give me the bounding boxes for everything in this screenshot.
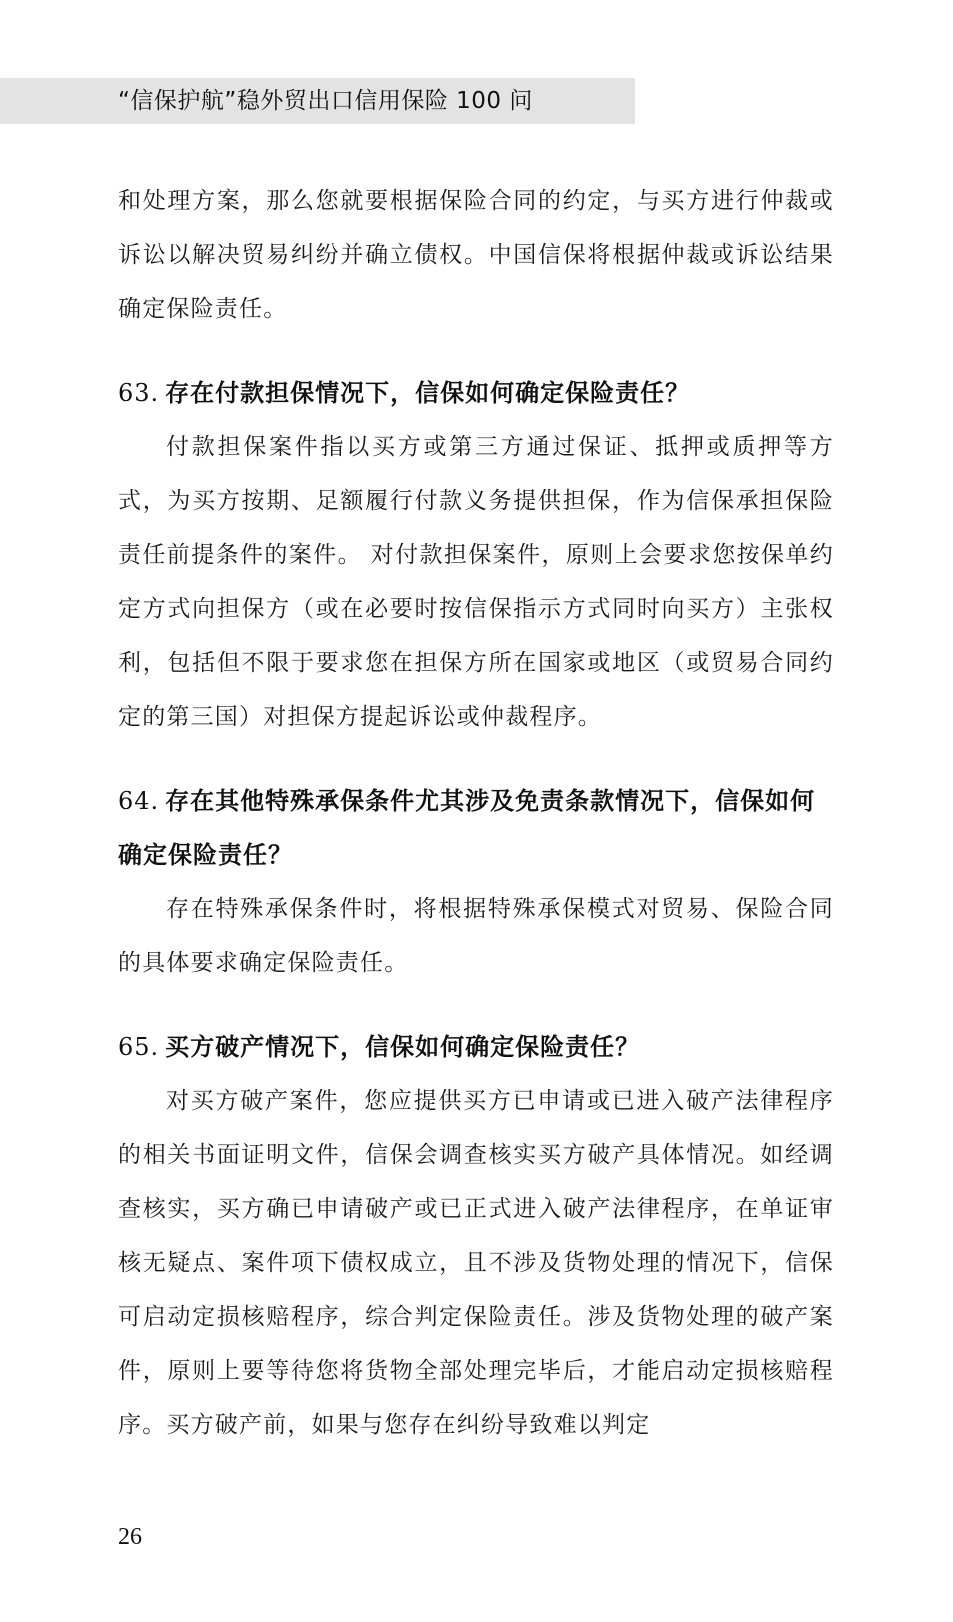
intro-paragraph: 和处理方案，那么您就要根据保险合同的约定，与买方进行仲裁或诉讼以解决贸易纠纷并确立债权。中国信保将根据仲裁或诉讼结果确定保险责任。 <box>118 188 834 322</box>
question-section-63 <box>118 366 834 744</box>
question-heading <box>118 774 834 882</box>
answer-paragraph: 付款担保案件指以买方或第三方通过保证、抵押或质押等方式，为买方按期、足额履行付款义务提供担保，作为信保承担保险责任前提条件的案件。 对付款担保案件，原则上会要求您按保单约定方式向担保方（或在必要时按信保指示方式同时向买方）主张权利，包括但不限于要求您在担保方所在国家或地区（或贸易合同约定的第三国）对担保方提起诉讼或仲裁程序。 <box>118 434 834 730</box>
question-heading <box>118 1020 834 1074</box>
page-number: 26 <box>118 1524 142 1550</box>
running-header-title: “信保护航”稳外贸出口信用保险 100 问 <box>118 88 533 114</box>
question-section-64 <box>118 774 834 990</box>
answer-paragraph: 对买方破产案件，您应提供买方已申请或已进入破产法律程序的相关书面证明文件，信保会调查核实买方破产具体情况。如经调查核实，买方确已申请破产或已正式进入破产法律程序，在单证审核无疑点、案件项下债权成立，且不涉及货物处理的情况下，信保可启动定损核赔程序，综合判定保险责任。涉及货物处理的破产案件，原则上要等待您将货物全部处理完毕后，才能启动定损核赔程序。买方破产前，如果与您存在纠纷导致难以判定 <box>118 1088 834 1438</box>
question-number: 65. <box>118 1033 160 1061</box>
page-body <box>118 174 834 1452</box>
question-heading <box>118 366 834 420</box>
question-number: 63. <box>118 379 160 407</box>
answer-paragraph: 存在特殊承保条件时，将根据特殊承保模式对贸易、保险合同的具体要求确定保险责任。 <box>118 896 834 976</box>
question-text: 买方破产情况下，信保如何确定保险责任？ <box>165 1033 641 1061</box>
question-text: 存在其他特殊承保条件尤其涉及免责条款情况下，信保如何确定保险责任？ <box>118 787 816 869</box>
question-section-65 <box>118 1020 834 1452</box>
question-text: 存在付款担保情况下，信保如何确定保险责任？ <box>165 379 691 407</box>
question-number: 64. <box>118 787 160 815</box>
